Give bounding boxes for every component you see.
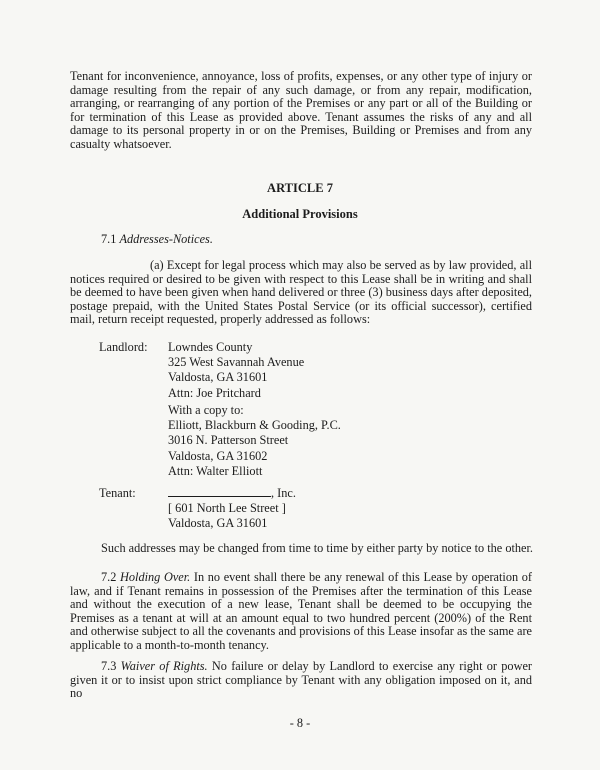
section-7-3-number: 7.3 [101,659,117,673]
landlord-address-line: Attn: Joe Pritchard [168,385,261,400]
landlord-address-line: Valdosta, GA 31601 [168,370,268,385]
section-7-2-number: 7.2 [101,570,117,584]
copy-address-line: Elliott, Blackburn & Gooding, P.C. [168,418,341,433]
tenant-address [168,486,296,532]
section-7-1-body: (a) Except for legal process which may also be served as by law provided, all notices required or desired to be given with respect to this Lease shall be in writing and shall be deemed to have been given when hand delivered or three (3) business days after deposited, postage prepaid, with the United States Postal Service (or its official successor), certified mail, return receipt requested, properly addressed as follows: [70,258,532,327]
tenant-address-line: [ 601 North Lee Street ] [168,501,286,516]
copy-address-line: Valdosta, GA 31602 [168,448,268,463]
tenant-name-blank [168,486,271,497]
copy-address-line: 3016 N. Patterson Street [168,433,289,448]
section-7-2-paragraph [70,571,532,653]
article-title: Additional Provisions [242,207,358,221]
landlord-copy-address [168,403,341,479]
copy-intro: With a copy to: [168,403,244,417]
section-7-2-title: Holding Over. [120,570,191,584]
page-number: - 8 - [289,716,311,730]
section-7-1-number: 7.1 [101,232,117,246]
section-7-3-body: No failure or delay by Landlord to exercise any right or power given it or to insist upon strict compliance by Tenant with any obligation imposed on it, and no [70,659,533,701]
tenant-name-line [168,486,296,501]
section-7-3-paragraph [70,660,532,701]
section-7-2-body: In no event shall there be any renewal of this Lease by operation of law, and if Tenant remains in possession of the Premises after the termination of this Lease and without the execution of a new lease, Tenant shall be deemed to be occupying the Premises as a tenant at will at an amount equal to two hundred percent (200%) of the Rent and otherwise subject to all the covenants and provisions of this Lease insofar as the same are applicable to a month-to-month tenancy. [70,570,532,652]
address-change-note: Such addresses may be changed from time to time by either party by notice to the other. [101,541,533,555]
continuation-paragraph: Tenant for inconvenience, annoyance, loss of profits, expenses, or any other type of injury or damage resulting from the repair of any such damage, or from any repair, modification, arranging, or rearranging of any portion of the Premises or any part or all of the Building or for termination of this Lease as provided above. Tenant assumes the risks of any and all damage to its personal property in or on the Premises, Building or Premises and from any casualty whatsoever. [70,69,532,151]
tenant-address-line: Valdosta, GA 31601 [168,516,268,531]
article-number: ARTICLE 7 [267,181,333,195]
section-7-3-title: Waiver of Rights. [120,659,208,673]
copy-address-line: Attn: Walter Elliott [168,463,263,478]
tenant-label: Tenant: [99,486,136,500]
section-7-1-heading [101,232,213,247]
tenant-name-suffix: , Inc. [271,486,296,500]
landlord-address-line: 325 West Savannah Avenue [168,355,305,370]
landlord-address [168,340,304,401]
landlord-address-line: Lowndes County [168,340,253,354]
section-7-1-title: Addresses-Notices. [119,232,213,246]
landlord-label: Landlord: [99,340,148,354]
